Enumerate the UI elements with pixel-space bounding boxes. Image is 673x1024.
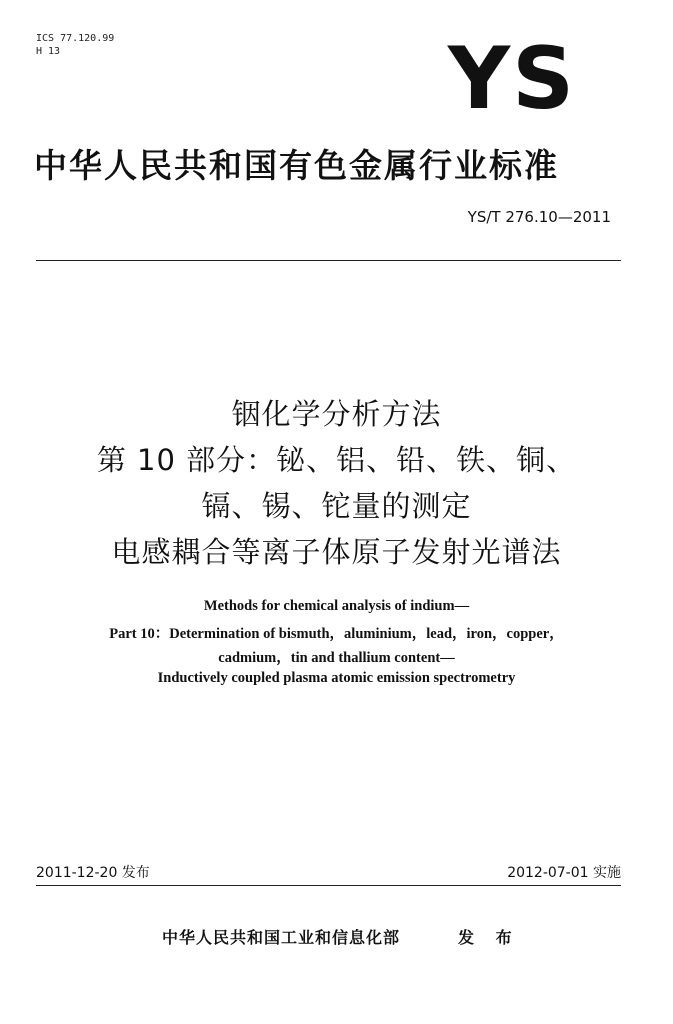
bottom-divider: [36, 885, 621, 886]
implement-date: 2012-07-01 实施: [507, 865, 621, 881]
publisher-name: 中华人民共和国工业和信息化部: [162, 928, 401, 947]
cn-title-line-4: 电感耦合等离子体原子发射光谱法: [111, 535, 562, 569]
standard-category-title: 中华人民共和国有色金属行业标准: [34, 146, 559, 185]
cn-title-line-3: 镉、锡、铊量的测定: [201, 489, 472, 523]
classification-codes: [36, 32, 114, 58]
en-title-line-4: Inductively coupled plasma atomic emission spectrometry: [157, 670, 516, 686]
h-code: H 13: [36, 46, 61, 57]
ys-logo-text: YS: [447, 36, 577, 116]
en-title-line-3: cadmium，tin and thallium content—: [218, 650, 455, 666]
top-divider: [36, 260, 621, 261]
en-title-line-1: Methods for chemical analysis of indium—: [203, 598, 470, 614]
publish-label: 发 布: [458, 928, 520, 947]
ics-code: ICS 77.120.99: [36, 33, 115, 44]
cn-title-line-1: 铟化学分析方法: [231, 397, 442, 431]
standard-number: YS/T 276.10—2011: [467, 208, 611, 226]
ys-logo: [438, 36, 586, 116]
issue-date: 2011-12-20 发布: [36, 865, 150, 881]
cn-title-line-2: 第 10 部分：铋、铝、铅、铁、铜、: [96, 443, 577, 477]
en-title-line-2: Part 10：Determination of bismuth，aluminium，lead，iron，copper，: [109, 626, 564, 642]
